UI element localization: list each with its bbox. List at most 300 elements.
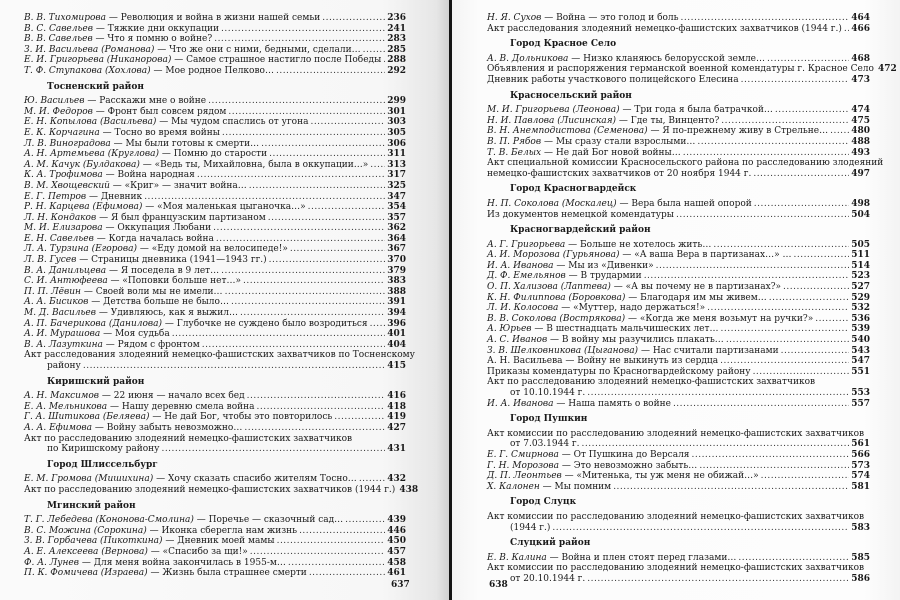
- em-dash-separator: —: [193, 515, 209, 526]
- dot-leader: [697, 137, 849, 148]
- entry-author: З. И. Васильева (Романова): [24, 44, 155, 55]
- toc-entry: [487, 137, 870, 148]
- entry-text: [24, 181, 247, 192]
- entry-title: Акт по расследованию злодеяний немецко-фашистских захватчиков: [24, 433, 353, 444]
- toc-entry: [24, 181, 406, 192]
- em-dash-separator: —: [84, 96, 100, 107]
- entry-author: А. Г. Григорьева: [487, 239, 566, 250]
- dot-leader: [221, 266, 385, 277]
- em-dash-separator: —: [88, 297, 104, 308]
- em-dash-separator: —: [610, 282, 626, 293]
- toc-entry: [487, 429, 870, 450]
- entry-title: Где ты, Винценто?: [630, 115, 720, 126]
- entry-title: Мы сразу стали взрослыми…: [555, 136, 696, 147]
- entry-title: Оккупация Любани: [117, 223, 212, 234]
- entry-title: Низко кланяюсь белорусской земле…: [583, 53, 765, 64]
- toc-entry: [487, 158, 884, 179]
- entry-page-number: 468: [851, 53, 870, 64]
- dot-leader: [683, 148, 850, 159]
- em-dash-separator: —: [142, 202, 158, 213]
- entry-text: [487, 471, 759, 482]
- entry-page-number: 504: [851, 209, 870, 220]
- em-dash-separator: —: [106, 265, 121, 276]
- em-dash-separator: —: [531, 324, 547, 335]
- entry-author: А. С. Иванов: [487, 335, 548, 346]
- em-dash-separator: —: [647, 126, 663, 137]
- entry-page-number: 464: [851, 13, 870, 23]
- entry-text: [24, 423, 242, 434]
- em-dash-separator: —: [568, 53, 584, 64]
- dot-leader: [582, 439, 850, 450]
- entry-author: Т. Г. Лебедева (Кононова-Смолина): [24, 515, 194, 526]
- entry-author: Н. И. Павлова (Лисинская): [487, 115, 617, 126]
- entry-page-number: 419: [387, 412, 406, 423]
- entry-title: Не дай Бог, чтобы это повторилось: [164, 412, 333, 423]
- entry-text: [24, 160, 368, 171]
- entry-title: Что я помню о войне?: [107, 34, 213, 45]
- entry-text: [24, 170, 195, 181]
- entry-text: [487, 210, 674, 221]
- dot-leader: [83, 361, 385, 372]
- entry-text: [24, 192, 142, 203]
- entry-page-number: 439: [387, 515, 406, 526]
- toc-entry: [24, 568, 406, 579]
- entry-text: [24, 66, 274, 77]
- entry-page-number: 536: [851, 313, 870, 324]
- entry-author: Х. Калонен: [487, 481, 540, 492]
- entry-page-number: 446: [387, 525, 406, 536]
- toc-entry: [487, 399, 870, 410]
- toc-entry: [24, 434, 406, 455]
- dot-leader: [781, 346, 850, 357]
- entry-title: Это невозможно забыть…: [573, 460, 698, 471]
- entry-title: «Еду домой на велосипеде!»: [151, 244, 288, 255]
- toc-entry: [24, 287, 406, 298]
- em-dash-separator: —: [100, 329, 115, 340]
- em-dash-separator: —: [102, 223, 118, 234]
- entry-text: [24, 34, 212, 45]
- em-dash-separator: —: [558, 303, 574, 314]
- dot-leader: [244, 423, 385, 434]
- entry-page-number: 472: [877, 64, 897, 75]
- entry-title: Удивляюсь, как я выжил…: [110, 308, 238, 319]
- entry-text: [487, 261, 654, 272]
- entry-title: Мы чудом спаслись от угона: [171, 117, 309, 128]
- section-heading: Мгинский район: [47, 500, 136, 511]
- em-dash-separator: —: [162, 536, 178, 547]
- dot-leader: [172, 329, 386, 340]
- entry-page-number: 458: [387, 557, 406, 568]
- entry-page-number: 236: [387, 13, 406, 23]
- entry-page-number: 480: [851, 126, 870, 137]
- section-heading: Город Пушкин: [510, 414, 588, 425]
- dot-leader: [613, 482, 849, 493]
- dot-leader: [308, 202, 386, 213]
- toc-entry: [487, 271, 870, 282]
- entry-page-number: 551: [851, 366, 870, 377]
- toc-entry: [24, 276, 406, 287]
- toc-entry: [487, 105, 870, 116]
- entry-page-number: 473: [851, 74, 870, 85]
- em-dash-separator: —: [539, 481, 555, 492]
- entry-title: Не дай Бог новой войны…: [555, 147, 681, 158]
- toc-entry: [24, 423, 406, 434]
- entry-text: [24, 536, 275, 547]
- toc-entry: [24, 213, 406, 224]
- em-dash-separator: —: [78, 557, 94, 568]
- entry-title-tail: немецко-фашистских захватчиков от 20 ноября 1944 г.: [487, 168, 752, 179]
- entry-page-number: 292: [387, 65, 406, 76]
- dot-leader: [676, 210, 849, 221]
- entry-title: Мое родное Пелково…: [165, 65, 274, 76]
- toc-entry: [487, 250, 870, 261]
- entry-text: [24, 149, 267, 160]
- entry-text: [24, 319, 368, 330]
- section-heading: Красногвардейский район: [510, 225, 651, 236]
- entry-author: В. П. Рябов: [487, 136, 542, 147]
- entry-title: Акт комиссии по расследованию злодеяний немецко-фашистских захватчиков: [487, 563, 865, 574]
- entry-title: Акт комиссии по расследованию злодеяний немецко-фашистских захватчиков: [487, 428, 865, 439]
- dot-leader: [691, 450, 849, 461]
- dot-leader: [345, 515, 385, 526]
- em-dash-separator: —: [146, 525, 162, 536]
- entry-page-number: 547: [851, 356, 870, 367]
- entry-author: К. Н. Филиппова (Боровкова): [487, 292, 626, 303]
- entry-page-number: 581: [851, 481, 870, 492]
- entry-page-number: 529: [851, 292, 870, 303]
- entry-text: [487, 450, 689, 461]
- entry-page-number: 370: [387, 255, 406, 266]
- entry-author: Т. Ф. Ступакова (Хохлова): [24, 65, 151, 76]
- entry-title: Когда началась война: [108, 233, 214, 244]
- entry-title: Рядом с фронтом: [117, 339, 200, 350]
- toc-entry: [487, 199, 870, 210]
- entry-text: [487, 13, 679, 24]
- em-dash-separator: —: [147, 568, 163, 579]
- entry-title: Война народная: [117, 170, 195, 181]
- dot-leader: [644, 271, 850, 282]
- em-dash-separator: —: [561, 471, 577, 482]
- entry-page-number: 391: [387, 297, 406, 308]
- entry-author: Н. П. Соколова (Москалец): [487, 198, 617, 209]
- toc-entry: [24, 34, 406, 45]
- toc-entry: [487, 314, 870, 325]
- toc-entry: [487, 293, 870, 304]
- toc-entry: [24, 340, 406, 351]
- toc-entry: [24, 24, 406, 35]
- entry-author: Ф. А. Лунев: [24, 557, 79, 568]
- entry-text: [487, 367, 751, 378]
- entry-author: П. К. Фомичева (Израева): [24, 568, 148, 579]
- em-dash-separator: —: [107, 276, 123, 287]
- dot-leader: [793, 250, 849, 261]
- dot-leader: [721, 324, 850, 335]
- entry-page-number: 347: [387, 191, 406, 202]
- entry-text: [24, 107, 226, 118]
- toc-entry: [487, 75, 870, 86]
- entry-author: А. И. Морозова (Гурьянова): [487, 250, 620, 261]
- entry-page-number: 493: [851, 147, 870, 158]
- entry-page-number: 285: [387, 44, 406, 55]
- entry-author: М. И. Елизарова: [24, 223, 103, 234]
- toc-entry: [487, 461, 870, 472]
- entry-page-number: 325: [387, 180, 406, 191]
- em-dash-separator: —: [80, 286, 96, 297]
- dot-leader: [587, 574, 849, 585]
- dot-leader: [261, 139, 385, 150]
- entry-title: «Ведь ты, Михайловна, была в оккупации…»: [154, 159, 369, 170]
- entry-text: [24, 547, 248, 558]
- entry-page-number: 585: [851, 552, 870, 563]
- entry-title-continued: [24, 444, 406, 455]
- dot-leader: [322, 13, 385, 24]
- em-dash-separator: —: [558, 449, 574, 460]
- entry-text: [24, 117, 308, 128]
- em-dash-separator: —: [541, 13, 557, 23]
- entry-title: Приказы комендатуры по Красногвардейскому району: [487, 366, 751, 377]
- em-dash-separator: —: [156, 117, 172, 128]
- entry-text: [24, 213, 266, 224]
- entry-text: [24, 485, 395, 496]
- dot-leader: [288, 558, 385, 569]
- entry-author: Л. В. Виноградова: [24, 138, 111, 149]
- em-dash-separator: —: [541, 136, 556, 147]
- entry-text: [487, 105, 773, 116]
- toc-entry: [24, 192, 406, 203]
- dot-leader: [144, 192, 385, 203]
- dot-leader: [721, 116, 849, 127]
- entry-text: [487, 356, 718, 367]
- entry-page-number: 357: [387, 212, 406, 223]
- entry-text: [24, 45, 361, 56]
- entry-title-continued: [487, 388, 870, 399]
- entry-title: Самое страшное настигло после Победы: [186, 55, 382, 66]
- entry-title: Глубочке не суждено было возродиться: [176, 318, 368, 329]
- dot-leader: [844, 24, 849, 35]
- entry-page-number: 573: [851, 460, 870, 471]
- entry-title-tail: по Киришскому району: [47, 444, 160, 455]
- entry-page-number: 561: [851, 439, 870, 450]
- entry-text: [487, 199, 752, 210]
- entry-title: А. Н. Васильева — Войну не выкинуть из сердца: [487, 356, 719, 367]
- entry-page-number: 497: [851, 168, 870, 179]
- entry-page-number: 432: [387, 474, 406, 485]
- entry-text: [24, 276, 241, 287]
- page-number: 637: [391, 580, 410, 590]
- entry-author: И. А. Иванова: [487, 398, 554, 409]
- entry-page-number: 539: [851, 324, 870, 335]
- toc-entry: [24, 96, 406, 107]
- entry-page-number: 379: [387, 265, 406, 276]
- entry-title: Дневник моей мамы: [177, 536, 275, 547]
- dot-leader: [240, 308, 385, 319]
- entry-author: Е. В. Калина: [487, 552, 547, 563]
- dot-leader: [815, 314, 849, 325]
- entry-title: «Криг» — значит война…: [124, 180, 247, 191]
- dot-leader: [214, 34, 385, 45]
- entry-page-number: 362: [387, 223, 406, 234]
- toc-entry: [24, 66, 406, 77]
- toc-entry: [487, 116, 870, 127]
- entry-title: Жизнь была страшнее смерти: [162, 568, 307, 579]
- em-dash-separator: —: [92, 106, 108, 117]
- dot-leader: [761, 471, 850, 482]
- entry-title: Поречье — сказочный сад…: [208, 515, 344, 526]
- toc-entry: [487, 54, 870, 65]
- entry-text: [24, 297, 229, 308]
- entry-page-number: 418: [387, 401, 406, 412]
- entry-text: [487, 240, 711, 251]
- entry-page-number: 511: [851, 250, 870, 261]
- entry-page-number: 404: [387, 339, 406, 350]
- toc-entry: [487, 282, 870, 293]
- entry-title: Фронт был совсем рядом: [107, 106, 227, 117]
- entry-author: В. А. Данильцева: [24, 265, 107, 276]
- entry-page-number: 354: [387, 202, 406, 213]
- entry-author: К. А. Трофимова: [24, 170, 103, 181]
- dot-leader: [699, 461, 849, 472]
- entry-page-number: 474: [851, 105, 870, 116]
- entry-title: «Моя маленькая цыганочка…»: [157, 202, 306, 213]
- entry-page-number: 566: [851, 449, 870, 460]
- toc-entry: [487, 553, 870, 564]
- entry-page-number: 283: [387, 34, 406, 45]
- entry-page-number: 301: [387, 106, 406, 117]
- entry-author: Ю. Васильев: [24, 96, 85, 107]
- entry-text: [24, 329, 170, 340]
- entry-author: М. И. Григорьева (Леонова): [487, 105, 620, 116]
- dot-leader: [243, 276, 385, 287]
- dot-leader: [310, 117, 385, 128]
- entry-text: [24, 234, 214, 245]
- em-dash-separator: —: [92, 23, 108, 34]
- entry-author: П. П. Лёвин: [24, 286, 81, 297]
- entry-author: Д. Ф. Емельянов: [487, 271, 566, 282]
- entry-title: Тосно во время войны: [114, 127, 220, 138]
- entry-author: Н. Я. Сухов: [487, 13, 542, 23]
- entry-title: В войну мы разучились плакать…: [561, 335, 724, 346]
- entry-text: [24, 202, 306, 213]
- entry-title-continued: [487, 439, 870, 450]
- toc-entry: [24, 329, 406, 340]
- toc-entry: [487, 64, 897, 75]
- entry-title: «Муттер, надо держаться!»: [573, 303, 706, 314]
- section-heading: Тосненский район: [47, 81, 144, 92]
- em-dash-separator: —: [616, 198, 632, 209]
- entry-title-tail: от 7.03.1944 г.: [510, 439, 580, 450]
- entry-author: В. А. Лазуткина: [24, 339, 103, 350]
- entry-text: [24, 558, 286, 569]
- toc-entry: [24, 515, 406, 526]
- entry-text: [24, 55, 381, 66]
- entry-page-number: 466: [851, 23, 870, 34]
- em-dash-separator: —: [99, 127, 115, 138]
- entry-page-number: 416: [387, 391, 406, 402]
- entry-title: «А вы почему не в партизанах?»: [625, 282, 782, 293]
- entry-page-number: 396: [387, 318, 406, 329]
- entry-title: Я был французским партизаном: [110, 212, 266, 223]
- entry-title: «Поповки больше нет…»: [122, 276, 241, 287]
- toc-entry: [24, 107, 406, 118]
- entry-author: Е. Н. Копылова (Васильева): [24, 117, 157, 128]
- toc-entry: [487, 563, 870, 584]
- toc-entry: [24, 319, 406, 330]
- dot-leader: [673, 399, 849, 410]
- entry-author: Е. Н. Савельев: [24, 233, 94, 244]
- dot-leader: [738, 553, 849, 564]
- entry-page-number: 450: [387, 536, 406, 547]
- dot-leader: [216, 234, 385, 245]
- entry-title: «Митенька, ты уж меня не обижай…»: [576, 471, 759, 482]
- toc-entry: [487, 148, 870, 159]
- entry-author: А. И. Мурашова: [24, 329, 101, 340]
- toc-entry: [487, 335, 870, 346]
- entry-text: [24, 515, 343, 526]
- toc-entry: [24, 536, 406, 547]
- entry-page-number: 305: [387, 127, 406, 138]
- toc-entry: [24, 202, 406, 213]
- entry-text: [24, 223, 211, 234]
- dot-leader: [713, 240, 849, 251]
- entry-page-number: 543: [851, 345, 870, 356]
- table-of-contents-right: [487, 13, 897, 585]
- em-dash-separator: —: [96, 308, 111, 319]
- entry-text: [24, 13, 320, 24]
- dot-leader: [299, 526, 385, 537]
- entry-title: Хочу сказать спасибо жителям Тосно…: [167, 474, 357, 485]
- entry-author: Л. А. Турзина (Егорова): [24, 244, 137, 255]
- entry-text: [487, 314, 813, 325]
- em-dash-separator: —: [109, 180, 125, 191]
- entry-title: Нас считали партизанами: [652, 345, 779, 356]
- entry-author: И. А. Иванова: [487, 260, 554, 271]
- dot-leader: [221, 24, 385, 35]
- toc-entry: [487, 303, 870, 314]
- entry-author: Л. И. Колосова: [487, 303, 559, 314]
- entry-title: Вера была нашей опорой: [631, 198, 752, 209]
- entry-title: Моя судьба: [114, 329, 170, 340]
- entry-author: Т. В. Белых: [487, 147, 542, 158]
- entry-page-number: 457: [387, 546, 406, 557]
- entry-author: О. П. Хализова (Лаптева): [487, 282, 611, 293]
- toc-entry: [24, 526, 406, 537]
- em-dash-separator: —: [93, 233, 109, 244]
- entry-title: Дневник: [100, 191, 143, 202]
- entry-title: Расскажи мне о войне: [99, 96, 207, 107]
- entry-author: А. П. Бачерикова (Данилова): [24, 318, 163, 329]
- entry-author: А. А. Бисиков: [24, 297, 89, 308]
- entry-text: [487, 293, 767, 304]
- entry-title-continued: [487, 574, 870, 585]
- entry-title: Мы помним: [554, 481, 612, 492]
- em-dash-separator: —: [110, 138, 126, 149]
- entry-page-number: 553: [851, 388, 870, 398]
- entry-text: [487, 399, 671, 410]
- dot-leader: [775, 105, 849, 116]
- entry-page-number: 461: [387, 568, 406, 579]
- entry-page-number: 532: [851, 303, 870, 314]
- entry-text: [487, 137, 695, 148]
- dot-leader: [202, 340, 386, 351]
- toc-entry: [487, 450, 870, 461]
- toc-entry: [24, 402, 406, 413]
- toc-entry: [487, 13, 870, 24]
- entry-title-tail: району: [47, 361, 81, 371]
- entry-title-tail: от 10.10.1944 г.: [510, 388, 586, 398]
- em-dash-separator: —: [92, 34, 108, 45]
- em-dash-separator: —: [99, 391, 114, 402]
- em-dash-separator: —: [102, 339, 118, 350]
